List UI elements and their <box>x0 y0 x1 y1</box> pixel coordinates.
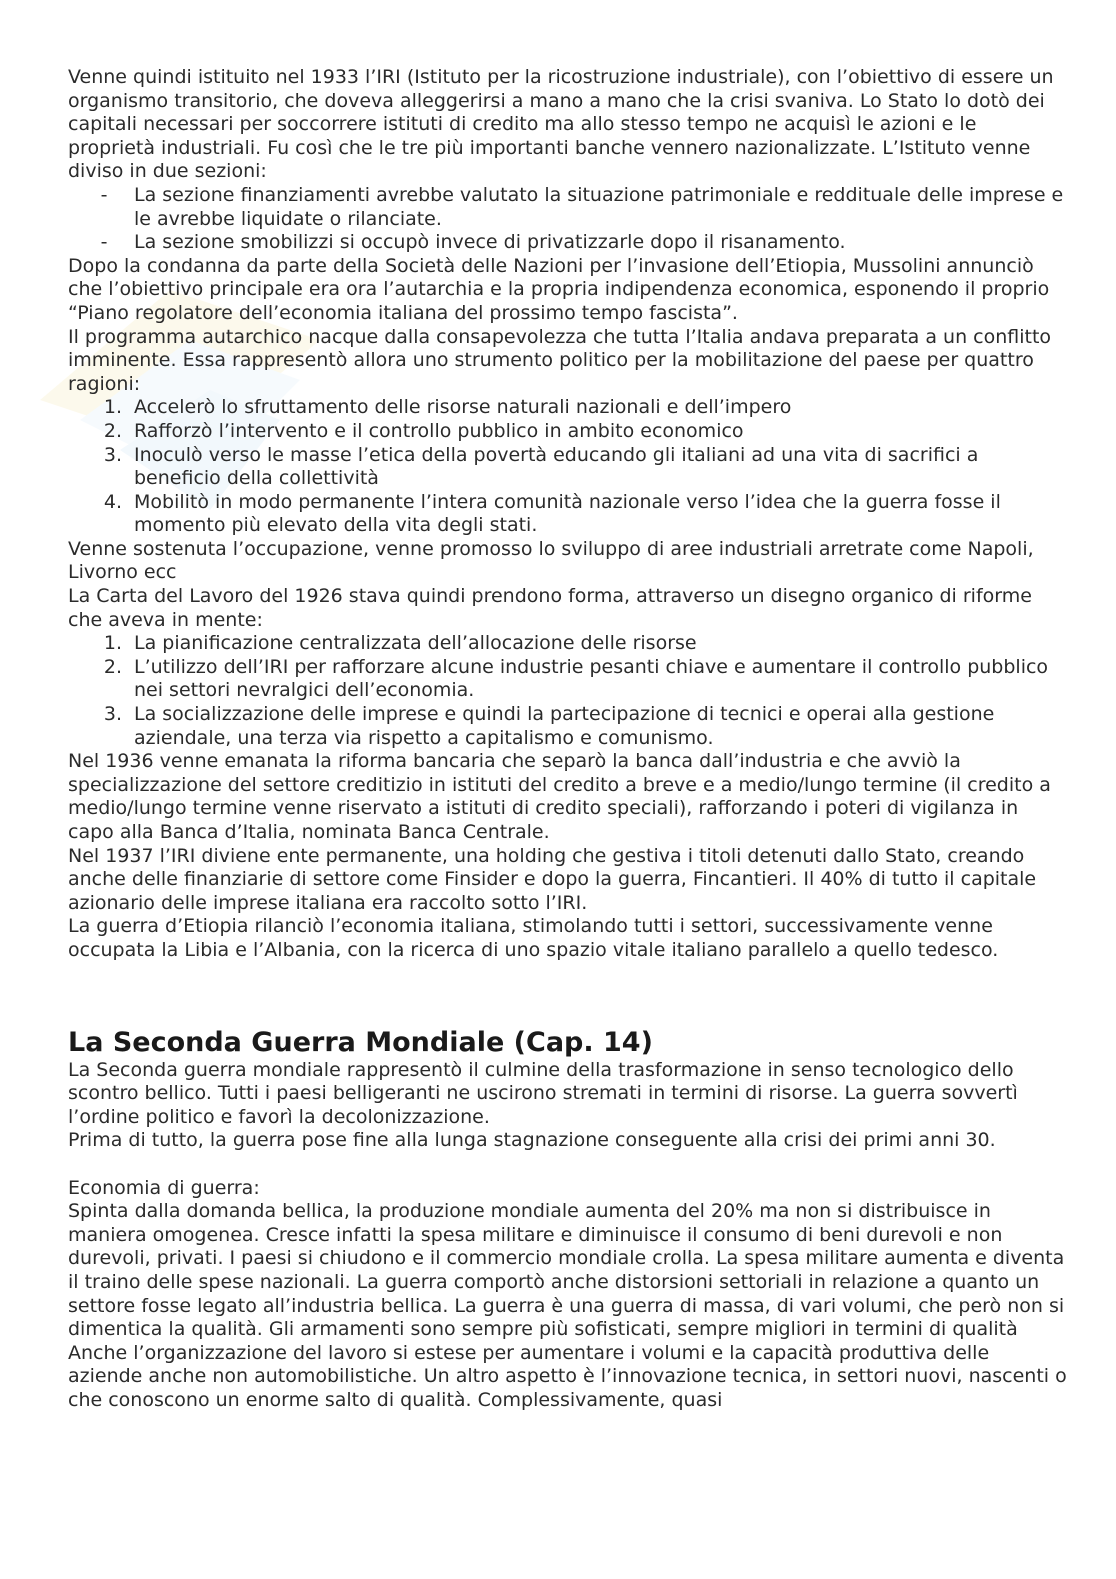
list-item <box>68 632 1068 656</box>
subheading-economia-di-guerra: Economia di guerra: <box>68 1176 260 1199</box>
list-item <box>68 656 1068 703</box>
dash-list-sezioni <box>68 184 1068 255</box>
paragraph-organizzazione-lavoro: Anche l’organizzazione del lavoro si estese per aumentare i volumi e la capacità produttiva delle aziende anche non automobilistiche. Un altro aspetto è l’innovazione tecnica, in settori nuovi, nascenti o che conoscono un enorme salto di qualità. Complessivamente, quasi <box>68 1341 1067 1411</box>
list-item <box>68 396 1068 420</box>
paragraph-iri-1933: Venne quindi istituito nel 1933 l’IRI (Istituto per la ricostruzione industriale), con l’obiettivo di essere un organismo transitorio, che doveva alleggerirsi a mano a mano che la crisi svaniva. Lo Stato lo dotò dei capitali necessari per soccorrere istituti di credito ma allo stesso tempo ne acquisì le azioni e le proprietà industriali. Fu così che le tre più importanti banche vennero nazionalizzate. L’Istituto venne diviso in due sezioni: <box>68 66 1054 183</box>
list-item-text: Rafforzò l’intervento e il controllo pubblico in ambito economico <box>134 419 744 442</box>
list-marker: 2. <box>103 419 122 442</box>
list-item <box>68 444 1068 491</box>
list-item-text: L’utilizzo dell’IRI per rafforzare alcune industrie pesanti chiave e aumentare il controllo pubblico nei settori nevralgici dell’economia. <box>134 655 1049 702</box>
paragraph-programma-autarchico: Il programma autarchico nacque dalla consapevolezza che tutta l’Italia andava preparata a un conflitto imminente. Essa rappresentò allora uno strumento politico per la mobilitazione del paese per quattro ragioni: <box>68 325 1052 395</box>
list-item-text: Mobilitò in modo permanente l’intera comunità nazionale verso l’idea che la guerra fosse il momento più elevato della vita degli stati. <box>134 490 1001 537</box>
list-item-text: La socializzazione delle imprese e quindi la partecipazione di tecnici e operai alla gestione aziendale, una terza via rispetto a capitalismo e comunismo. <box>134 703 995 749</box>
list-marker: 3. <box>103 703 122 726</box>
list-item-text: La pianificazione centralizzata dell’allocazione delle risorse <box>134 632 697 655</box>
list-item <box>68 184 1068 231</box>
list-marker: 2. <box>103 655 122 678</box>
paragraph-iri-1937: Nel 1937 l’IRI diviene ente permanente, una holding che gestiva i titoli detenuti dallo Stato, creando anche delle finanziarie di settore come Finsider e dopo la guerra, Fincantieri. Il 40% di tutto il capitale azionario delle imprese italiana era raccolto sotto l’IRI. <box>68 844 1037 914</box>
numbered-list-ragioni <box>68 396 1068 538</box>
paragraph-spacer <box>68 1153 1068 1177</box>
section-heading: La Seconda Guerra Mondiale (Cap. 14) <box>68 1026 653 1058</box>
list-item-text: La sezione smobilizzi si occupò invece di privatizzarle dopo il risanamento. <box>134 231 846 254</box>
list-item-text: Inoculò verso le masse l’etica della povertà educando gli italiani ad una vita di sacrifici a beneficio della collettività <box>134 443 979 490</box>
section-spacer <box>68 963 1068 1027</box>
paragraph-carta-del-lavoro: La Carta del Lavoro del 1926 stava quindi prendono forma, attraverso un disegno organico di riforme che aveva in mente: <box>68 585 1032 631</box>
document-page <box>68 66 1068 1412</box>
list-item <box>68 703 1068 750</box>
paragraph-seconda-guerra: La Seconda guerra mondiale rappresentò il culmine della trasformazione in senso tecnologico dello scontro bellico. Tutti i paesi belligeranti ne uscirono stremati in termini di risorse. La guerra sovvertì l’ordine politico e favorì la decolonizzazione. <box>68 1058 1018 1128</box>
paragraph-stagnazione: Prima di tutto, la guerra pose fine alla lunga stagnazione conseguente alla crisi dei primi anni 30. <box>68 1129 996 1152</box>
paragraph-guerra-etiopia: La guerra d’Etiopia rilanciò l’economia italiana, stimolando tutti i settori, successivamente venne occupata la Libia e l’Albania, con la ricerca di uno spazio vitale italiano parallelo a quello tedesco. <box>68 915 999 961</box>
list-marker: 1. <box>103 632 122 655</box>
list-marker: - <box>100 231 108 254</box>
list-item <box>68 420 1068 444</box>
list-marker: 3. <box>103 443 122 466</box>
list-item <box>68 491 1068 538</box>
list-marker: 1. <box>103 396 122 419</box>
paragraph-riforma-bancaria: Nel 1936 venne emanata la riforma bancaria che separò la banca dall’industria e che avviò la specializzazione del settore creditizio in istituti del credito a breve e a medio/lungo termine (il credito a medio/lungo termine venne riservato a istituti di credito speciali), rafforzando i poteri di vigilanza in capo alla Banca d’Italia, nominata Banca Centrale. <box>68 750 1051 843</box>
paragraph-occupazione: Venne sostenuta l’occupazione, venne promosso lo sviluppo di aree industriali arretrate come Napoli, Livorno ecc <box>68 537 1034 584</box>
paragraph-autarchia: Dopo la condanna da parte della Società delle Nazioni per l’invasione dell’Etiopia, Mussolini annunciò che l’obiettivo principale era ora l’autarchia e la propria indipendenza economica, esponendo il proprio “Piano regolatore dell’economia italiana del prossimo tempo fascista”. <box>68 254 1050 324</box>
list-marker: - <box>100 183 108 206</box>
list-item <box>68 231 1068 255</box>
list-marker: 4. <box>103 490 122 513</box>
list-item-text: La sezione finanziamenti avrebbe valutato la situazione patrimoniale e reddituale delle imprese e le avrebbe liquidate o rilanciate. <box>134 183 1064 230</box>
numbered-list-riforme <box>68 632 1068 750</box>
paragraph-domanda-bellica: Spinta dalla domanda bellica, la produzione mondiale aumenta del 20% ma non si distribuisce in maniera omogenea. Cresce infatti la spesa militare e diminuisce il consumo di beni durevoli e non durevoli, privati. I paesi si chiudono e il commercio mondiale crolla. La spesa militare aumenta e diventa il traino delle spese nazionali. La guerra comportò anche distorsioni settoriali in relazione a quanto un settore fosse legato all’industria bellica. La guerra è una guerra di massa, di vari volumi, che però non si dimentica la qualità. Gli armamenti sono sempre più sofisticati, sempre migliori in termini di qualità <box>68 1200 1065 1341</box>
list-item-text: Accelerò lo sfruttamento delle risorse naturali nazionali e dell’impero <box>134 396 792 419</box>
